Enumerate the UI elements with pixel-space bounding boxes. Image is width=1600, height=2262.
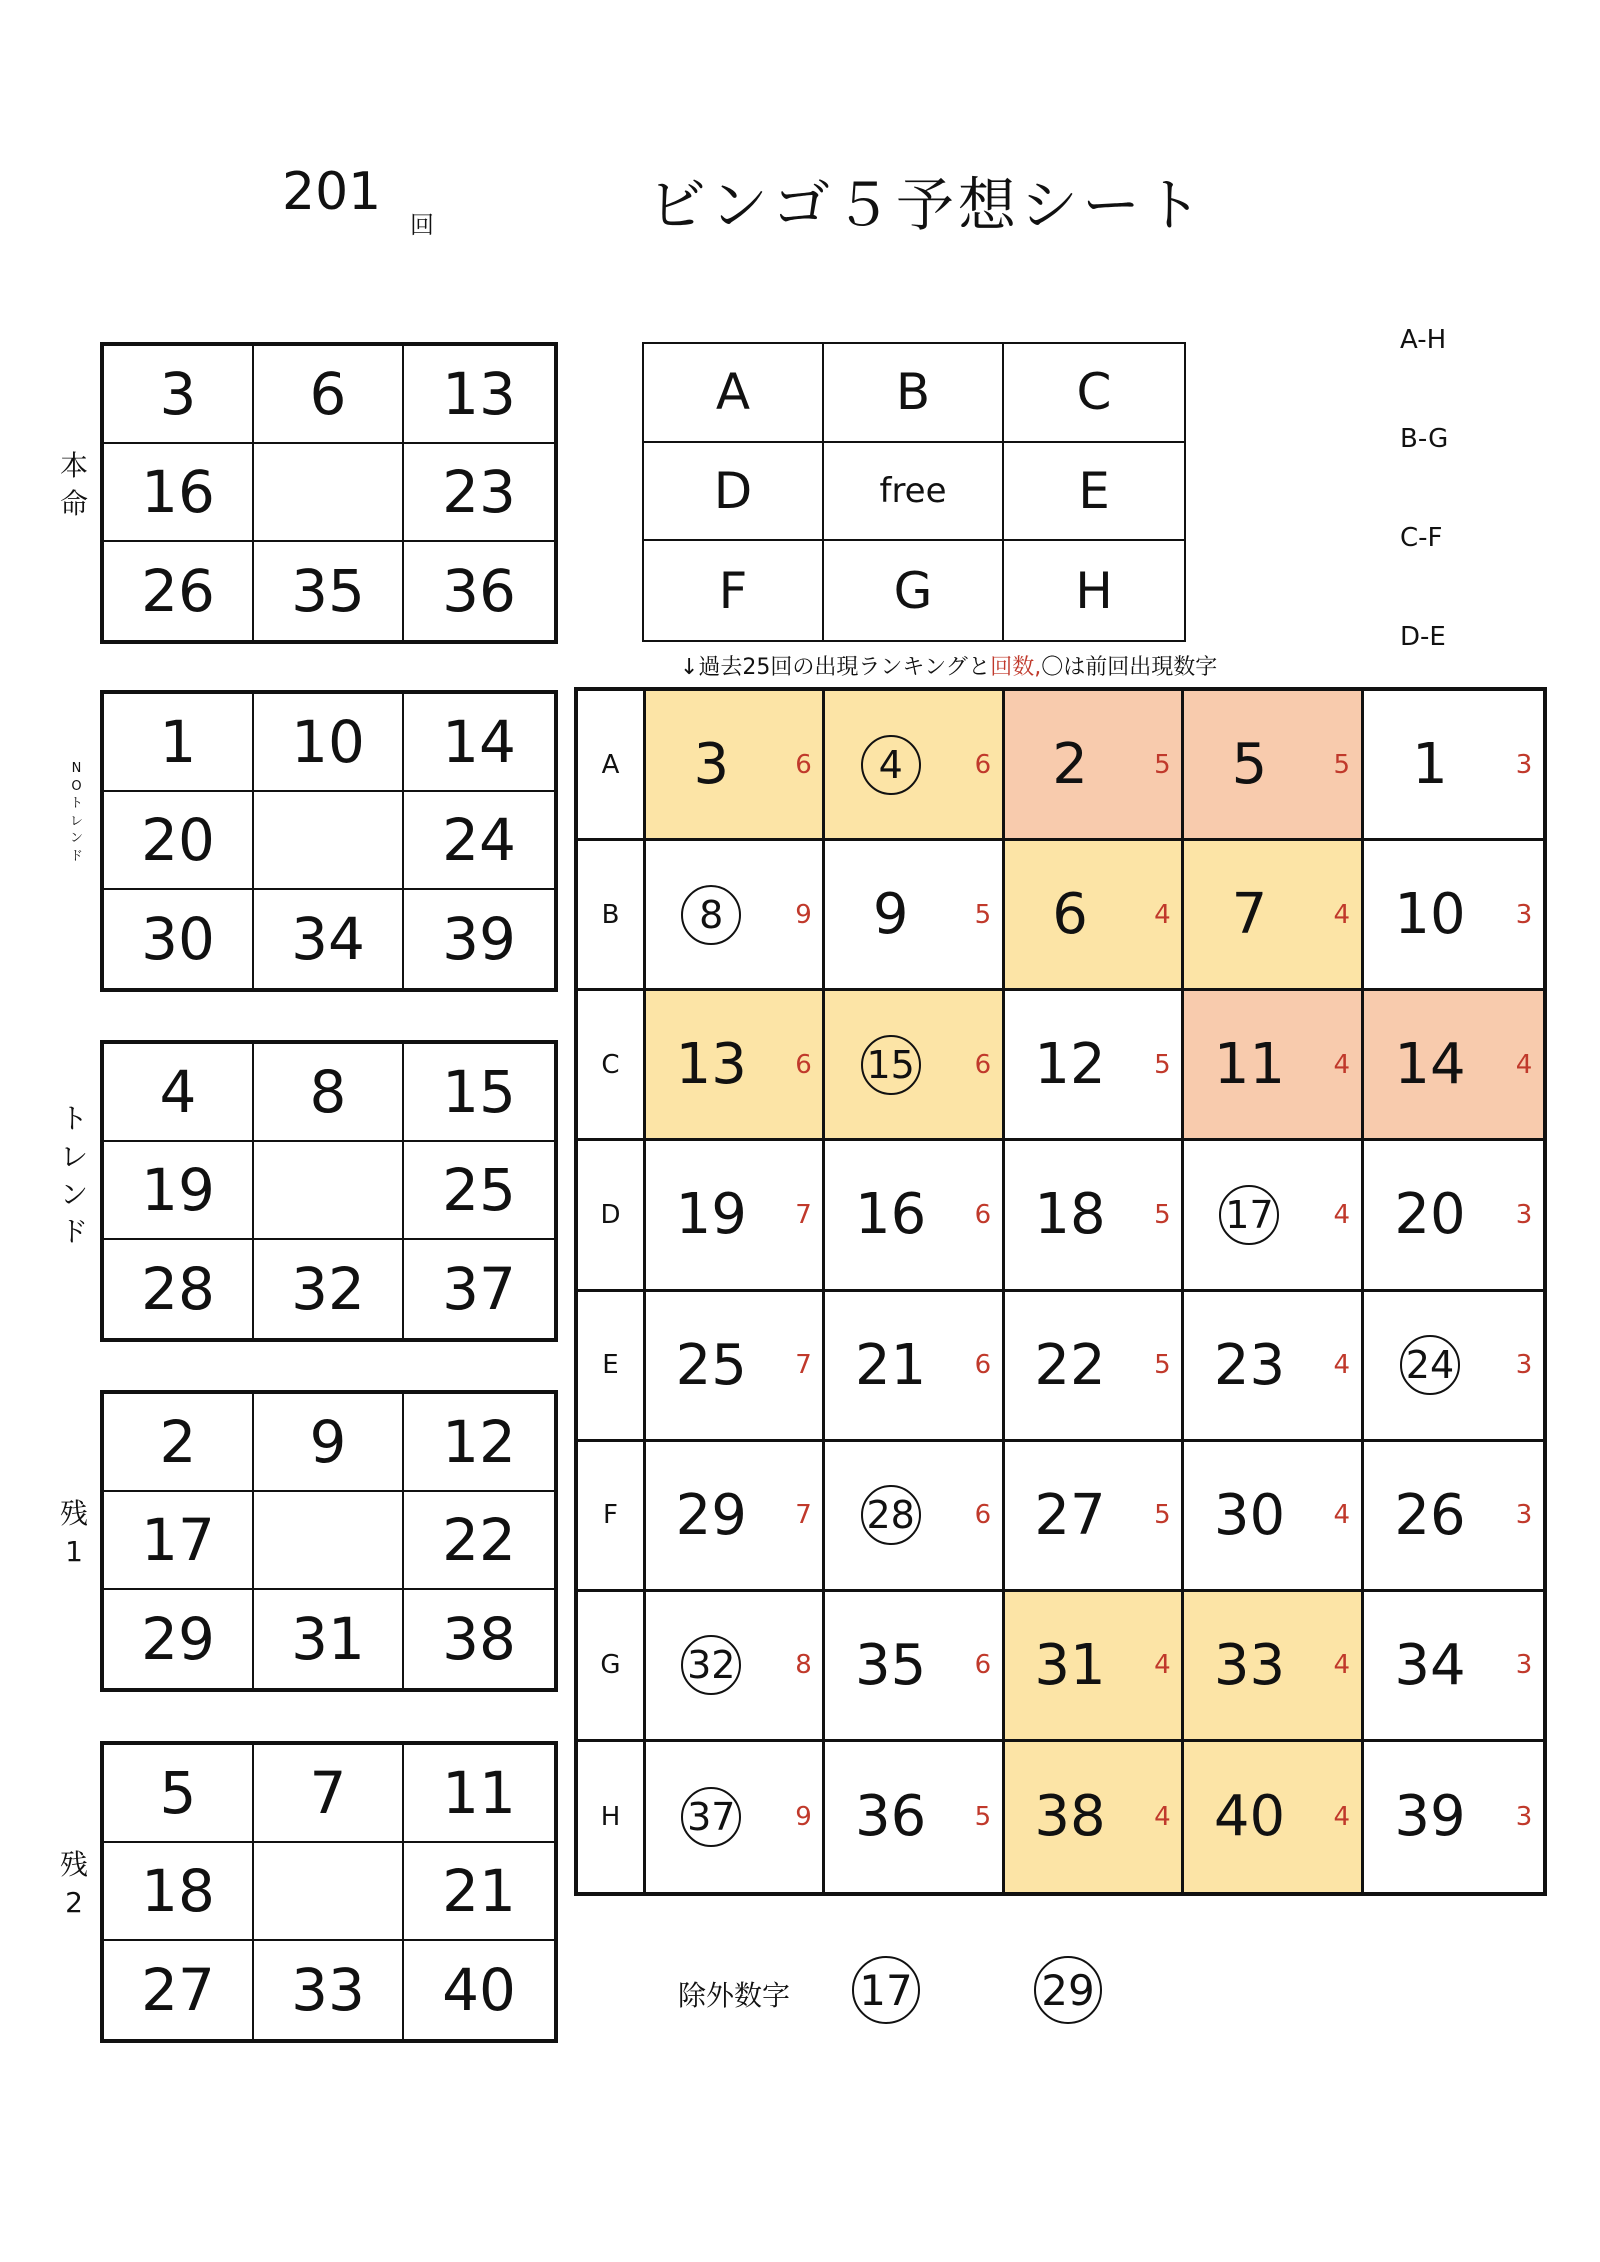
grid-cell: 34 <box>254 890 404 988</box>
ranked-number <box>1184 841 1315 988</box>
grid-cell: 38 <box>442 1605 516 1673</box>
number-value: 20 <box>1394 1182 1466 1248</box>
ranking-note-count-label: 回数, <box>990 655 1042 680</box>
label-char: 2 <box>65 1885 83 1919</box>
row-label: G <box>578 1592 646 1742</box>
pattern-cell-f: F <box>644 541 824 640</box>
grid-cell: 7 <box>254 1745 404 1843</box>
appearance-count: 4 <box>1154 899 1171 930</box>
ranking-cell <box>1005 991 1184 1141</box>
excluded-number: 29 <box>1034 1956 1102 2024</box>
grid-cell: 30 <box>104 890 254 988</box>
ranked-number <box>1005 1292 1136 1439</box>
appearance-count: 6 <box>974 749 992 780</box>
label-char: N <box>71 761 82 776</box>
pattern-cell-h: H <box>1075 561 1113 620</box>
grid-cell: 9 <box>254 1394 404 1492</box>
label-char: ト <box>70 796 84 812</box>
ranking-cell <box>1364 1442 1543 1592</box>
previous-draw-number <box>825 991 956 1138</box>
ranked-number <box>825 841 956 988</box>
row-label: A <box>578 691 646 841</box>
number-value: 3 <box>693 732 730 798</box>
ranked-number <box>1364 841 1497 988</box>
number-value: 39 <box>1394 1784 1466 1850</box>
grid-cell: 12 <box>404 1394 554 1492</box>
ranking-cell <box>1184 1742 1363 1892</box>
number-value: 34 <box>1394 1632 1466 1698</box>
number-value: 29 <box>675 1482 747 1548</box>
appearance-count: 5 <box>1154 1500 1171 1531</box>
appearance-count: 5 <box>974 1801 992 1832</box>
ranking-cell <box>1364 991 1543 1141</box>
appearance-count: 5 <box>1154 1199 1171 1230</box>
ranking-cell <box>1184 1292 1363 1442</box>
ranked-number <box>1364 1442 1497 1589</box>
previous-draw-number <box>825 691 956 838</box>
number-value: 12 <box>1034 1032 1106 1098</box>
pattern-cell-e: E <box>1004 443 1184 542</box>
grid-cell: 8 <box>254 1044 404 1142</box>
ranked-number <box>825 1742 956 1892</box>
appearance-count: 6 <box>795 749 812 780</box>
appearance-count: 9 <box>795 1801 812 1832</box>
appearance-count: 5 <box>1154 1049 1171 1080</box>
ranking-cell <box>646 1592 825 1742</box>
appearance-count: 4 <box>1333 1049 1351 1080</box>
number-value: 6 <box>1052 882 1088 948</box>
number-value: 26 <box>1394 1482 1466 1548</box>
ranking-note-prefix: ↓過去25回の出現ランキングと <box>680 655 991 680</box>
ranked-number <box>825 1141 956 1288</box>
ranking-cell <box>1005 841 1184 991</box>
grid-cell: 28 <box>104 1240 254 1338</box>
appearance-count: 8 <box>795 1650 812 1681</box>
appearance-count: 4 <box>1333 899 1351 930</box>
ranked-number <box>1005 1141 1136 1288</box>
grid-cell: 6 <box>254 346 404 444</box>
label-char: 命 <box>60 486 89 520</box>
ranking-cell <box>646 1742 825 1892</box>
ranked-number <box>825 1592 956 1739</box>
pair-c-f: C-F <box>1400 523 1443 553</box>
number-value: 32 <box>681 1635 741 1695</box>
number-value: 5 <box>1231 732 1268 798</box>
grid-center-cell <box>254 444 404 542</box>
ranked-number <box>1184 991 1315 1138</box>
ranking-cell <box>1005 691 1184 841</box>
ranked-number <box>1005 1592 1136 1739</box>
pick-grid-2 <box>100 690 558 992</box>
grid-cell: 5 <box>104 1745 254 1843</box>
appearance-count: 7 <box>795 1350 812 1381</box>
ranking-cell <box>825 691 1004 841</box>
ranked-number <box>1005 991 1136 1138</box>
number-value: 19 <box>675 1182 747 1248</box>
appearance-count: 4 <box>1333 1650 1351 1681</box>
previous-draw-number <box>646 1592 777 1739</box>
grid-cell: 31 <box>254 1590 404 1688</box>
label-char: ン <box>70 831 84 847</box>
row-label: E <box>578 1292 646 1442</box>
appearance-count: 4 <box>1154 1650 1171 1681</box>
number-value: 14 <box>1394 1032 1466 1098</box>
label-char: 本 <box>60 449 89 482</box>
label-char: ン <box>60 1177 89 1211</box>
row-label: H <box>578 1742 646 1892</box>
ranking-cell <box>1184 1141 1363 1291</box>
appearance-count: 4 <box>1515 1049 1533 1080</box>
ranked-number <box>1364 1592 1497 1739</box>
grid-cell: 18 <box>104 1843 254 1941</box>
grid-cell: 11 <box>404 1745 554 1843</box>
ranked-number <box>1364 991 1497 1138</box>
grid-cell: 24 <box>404 792 554 890</box>
label-char: 1 <box>65 1534 83 1568</box>
number-value: 21 <box>855 1332 927 1398</box>
ranking-cell <box>1184 1442 1363 1592</box>
ranked-number <box>1184 691 1315 838</box>
ranked-number <box>1364 691 1497 838</box>
pair-b-g: B-G <box>1400 424 1449 454</box>
ranking-cell <box>1184 691 1363 841</box>
row-label: B <box>578 841 646 991</box>
ranked-number <box>1184 1442 1315 1589</box>
ranking-cell <box>1364 691 1543 841</box>
excluded-number: 17 <box>852 1956 920 2024</box>
grid-center-cell <box>254 1843 404 1941</box>
pattern-grid <box>642 342 1186 642</box>
ranked-number <box>646 1292 777 1439</box>
number-value: 30 <box>1213 1482 1286 1548</box>
ranking-cell <box>1364 1742 1543 1892</box>
excluded-label: 除外数字 <box>678 1979 791 2012</box>
grid-center-cell <box>254 1492 404 1590</box>
grid-cell: 39 <box>442 905 516 973</box>
appearance-count: 5 <box>1154 1350 1171 1381</box>
ranking-cell <box>646 1292 825 1442</box>
grid-cell: 29 <box>104 1590 254 1688</box>
appearance-count: 6 <box>974 1500 992 1531</box>
appearance-count: 7 <box>795 1500 812 1531</box>
row-label: F <box>578 1442 646 1592</box>
ranking-cell <box>825 1141 1004 1291</box>
pick-grid-3 <box>100 1040 558 1342</box>
ranking-cell <box>1364 841 1543 991</box>
ranking-cell <box>1184 991 1363 1141</box>
grid-cell: 37 <box>442 1255 516 1323</box>
number-value: 38 <box>1034 1784 1106 1850</box>
grid-cell: 35 <box>254 542 404 640</box>
number-value: 35 <box>855 1632 927 1698</box>
grid-cell: 10 <box>254 694 404 792</box>
appearance-count: 6 <box>974 1049 992 1080</box>
label-char: O <box>71 778 82 794</box>
pick-grid-5 <box>100 1741 558 2043</box>
appearance-count: 5 <box>1154 749 1171 780</box>
number-value: 8 <box>681 885 741 945</box>
pattern-cell-b: B <box>824 344 1004 443</box>
grid-cell: 40 <box>442 1956 516 2024</box>
grid-cell: 32 <box>254 1240 404 1338</box>
number-value: 15 <box>861 1035 921 1095</box>
grid-center-cell <box>254 792 404 890</box>
appearance-count: 3 <box>1515 1801 1533 1832</box>
number-value: 1 <box>1412 732 1448 798</box>
number-value: 36 <box>855 1784 927 1850</box>
ranking-note <box>680 650 1217 681</box>
appearance-count: 3 <box>1515 1650 1533 1681</box>
appearance-count: 4 <box>1333 1500 1351 1531</box>
grid-cell: 21 <box>404 1843 554 1941</box>
grid-cell: 2 <box>104 1394 254 1492</box>
grid-cell: 23 <box>404 444 554 542</box>
ranking-cell <box>1364 1592 1543 1742</box>
ranking-cell <box>1364 1292 1543 1442</box>
pick-grid-label <box>60 1100 88 1251</box>
number-value: 16 <box>855 1182 927 1248</box>
label-char: レ <box>70 813 84 829</box>
grid-center-cell <box>254 1142 404 1240</box>
ranked-number <box>1005 691 1136 838</box>
ranking-cell <box>1005 1592 1184 1742</box>
number-value: 17 <box>1219 1185 1279 1245</box>
number-value: 23 <box>1213 1332 1286 1398</box>
number-value: 2 <box>1052 732 1088 798</box>
ranking-cell <box>825 991 1004 1141</box>
appearance-count: 9 <box>795 899 812 930</box>
ranked-number <box>1005 1442 1136 1589</box>
number-value: 10 <box>1394 882 1466 948</box>
grid-cell: 20 <box>104 792 254 890</box>
number-value: 25 <box>675 1332 747 1398</box>
grid-cell: 36 <box>442 557 516 625</box>
ranking-cell <box>646 991 825 1141</box>
grid-cell: 25 <box>404 1142 554 1240</box>
number-value: 13 <box>675 1032 747 1098</box>
appearance-count: 4 <box>1333 1199 1351 1230</box>
ranked-number <box>1364 1141 1497 1288</box>
ranking-cell <box>1184 841 1363 991</box>
grid-cell: 33 <box>254 1941 404 2039</box>
number-value: 31 <box>1034 1632 1106 1698</box>
ranked-number <box>646 691 777 838</box>
ranked-number <box>646 991 777 1138</box>
appearance-count: 3 <box>1515 1350 1533 1381</box>
appearance-count: 5 <box>974 899 992 930</box>
number-value: 7 <box>1231 882 1268 948</box>
grid-cell: 17 <box>104 1492 254 1590</box>
ranking-cell <box>1184 1592 1363 1742</box>
previous-draw-number <box>1364 1292 1497 1439</box>
grid-cell: 1 <box>104 694 254 792</box>
label-char: ト <box>60 1102 89 1135</box>
appearance-count: 3 <box>1515 1199 1533 1230</box>
appearance-count: 4 <box>1154 1801 1171 1832</box>
grid-cell: 19 <box>104 1142 254 1240</box>
appearance-count: 3 <box>1515 1500 1533 1531</box>
appearance-count: 7 <box>795 1199 812 1230</box>
round-unit: 回 <box>410 211 434 239</box>
ranking-cell <box>646 841 825 991</box>
ranking-cell <box>646 1141 825 1291</box>
ranking-cell <box>1005 1742 1184 1892</box>
label-char: ド <box>70 848 84 864</box>
grid-cell: 26 <box>104 542 254 640</box>
grid-cell: 22 <box>404 1492 554 1590</box>
number-value: 28 <box>861 1485 921 1545</box>
pattern-cell-d: D <box>644 443 824 542</box>
appearance-count: 6 <box>974 1350 992 1381</box>
ranking-cell <box>646 691 825 841</box>
round-number: 201 <box>282 162 382 222</box>
pick-grid-label <box>60 1846 88 1922</box>
ranking-cell <box>1005 1292 1184 1442</box>
ranked-number <box>825 1292 956 1439</box>
row-label: D <box>578 1141 646 1291</box>
number-value: 18 <box>1034 1182 1106 1248</box>
number-value: 37 <box>681 1787 741 1847</box>
number-value: 27 <box>1034 1482 1106 1548</box>
previous-draw-number <box>1184 1141 1315 1288</box>
ranking-note-suffix: 〇は前回出現数字 <box>1041 655 1218 680</box>
ranked-number <box>1184 1592 1315 1739</box>
ranked-number <box>646 1141 777 1288</box>
number-value: 22 <box>1034 1332 1106 1398</box>
ranking-cell <box>825 1742 1004 1892</box>
appearance-count: 3 <box>1515 899 1533 930</box>
previous-draw-number <box>646 841 777 988</box>
pattern-cell-c: C <box>1004 344 1184 443</box>
ranking-cell <box>1005 1141 1184 1291</box>
appearance-count: 4 <box>1333 1801 1351 1832</box>
grid-cell: 15 <box>404 1044 554 1142</box>
pick-grid-4 <box>100 1390 558 1692</box>
number-value: 11 <box>1213 1032 1286 1098</box>
appearance-count: 3 <box>1515 749 1533 780</box>
label-char: 残 <box>60 1848 89 1881</box>
appearance-count: 6 <box>795 1049 812 1080</box>
appearance-count: 6 <box>974 1199 992 1230</box>
ranking-cell <box>646 1442 825 1592</box>
ranking-cell <box>825 841 1004 991</box>
appearance-count: 4 <box>1333 1350 1351 1381</box>
grid-cell: 16 <box>104 444 254 542</box>
ranking-cell <box>825 1592 1004 1742</box>
row-label: C <box>578 991 646 1141</box>
grid-cell: 27 <box>104 1941 254 2039</box>
ranking-cell <box>825 1442 1004 1592</box>
number-value: 24 <box>1400 1335 1460 1395</box>
pattern-free-cell: free <box>824 443 1004 542</box>
ranking-cell <box>825 1292 1004 1442</box>
label-char: レ <box>60 1139 89 1173</box>
ranked-number <box>1364 1742 1497 1892</box>
grid-cell: 14 <box>404 694 554 792</box>
pick-grid-label <box>60 1495 88 1571</box>
pick-grid-label <box>70 760 83 865</box>
label-char: ド <box>60 1215 89 1249</box>
ranking-cell <box>1005 1442 1184 1592</box>
ranking-table <box>574 687 1547 1896</box>
previous-draw-number <box>646 1742 777 1892</box>
ranked-number <box>1184 1292 1315 1439</box>
ranked-number <box>646 1442 777 1589</box>
previous-draw-number <box>825 1442 956 1589</box>
pattern-cell-g: G <box>824 541 1004 640</box>
ranked-number <box>1184 1742 1315 1892</box>
ranking-cell <box>1364 1141 1543 1291</box>
pick-grid-label <box>60 447 88 523</box>
label-char: 残 <box>60 1497 89 1530</box>
number-value: 33 <box>1213 1632 1286 1698</box>
pattern-cell-a: A <box>644 344 824 443</box>
pick-grid-1 <box>100 342 558 644</box>
number-value: 9 <box>872 882 909 948</box>
ranked-number <box>1005 841 1136 988</box>
number-value: 4 <box>861 735 921 795</box>
grid-cell: 13 <box>404 346 554 444</box>
appearance-count: 6 <box>974 1650 992 1681</box>
pair-a-h: A-H <box>1400 325 1447 355</box>
grid-cell: 3 <box>104 346 254 444</box>
number-value: 40 <box>1213 1784 1286 1850</box>
ranked-number <box>1005 1742 1136 1892</box>
page-title: ビンゴ５予想シート <box>648 171 1207 239</box>
appearance-count: 5 <box>1333 749 1351 780</box>
grid-cell: 4 <box>104 1044 254 1142</box>
pair-d-e: D-E <box>1400 622 1446 652</box>
